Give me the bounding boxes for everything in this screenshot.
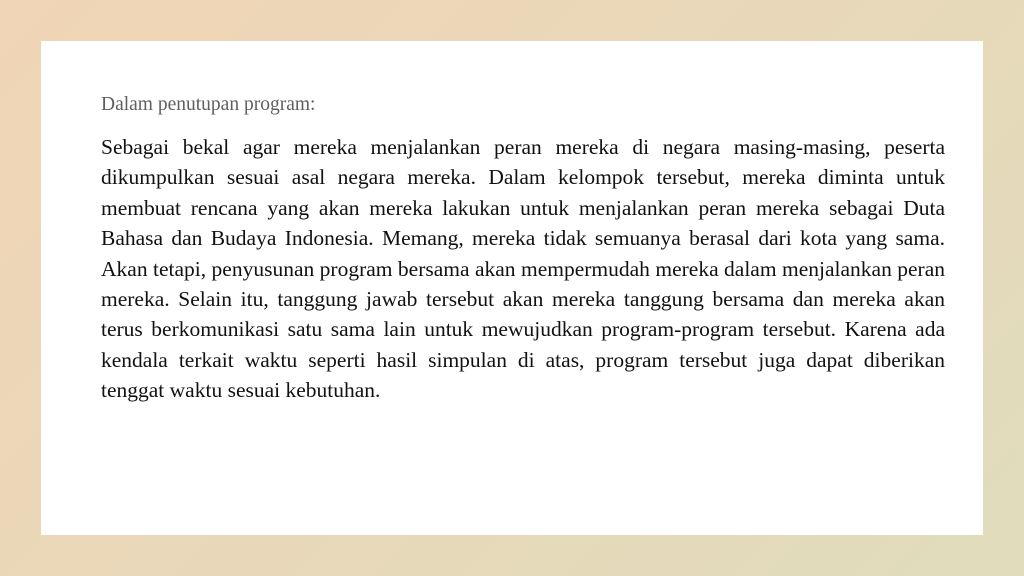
slide-paragraph: Sebagai bekal agar mereka menjalankan peran mereka di negara masing-masing, peserta dikumpulkan sesuai asal negara mereka. Dalam kelompok tersebut, mereka diminta untuk membuat rencana yang akan mereka lakukan untuk menjalankan peran mereka sebagai Duta Bahasa dan Budaya Indonesia. Memang, mereka tidak semuanya berasal dari kota yang sama. Akan tetapi, penyusunan program bersama akan mempermudah mereka dalam menjalankan peran mereka. Selain itu, tanggung jawab tersebut akan mereka tanggung bersama dan mereka akan terus berkomunikasi satu sama lain untuk mewujudkan program-program tersebut. Karena ada kendala terkait waktu seperti hasil simpulan di atas, program tersebut juga dapat diberikan tenggat waktu sesuai kebutuhan. xyxy=(101,135,945,403)
slide-heading: Dalam penutupan program: xyxy=(101,94,316,115)
slide-card xyxy=(41,41,983,535)
